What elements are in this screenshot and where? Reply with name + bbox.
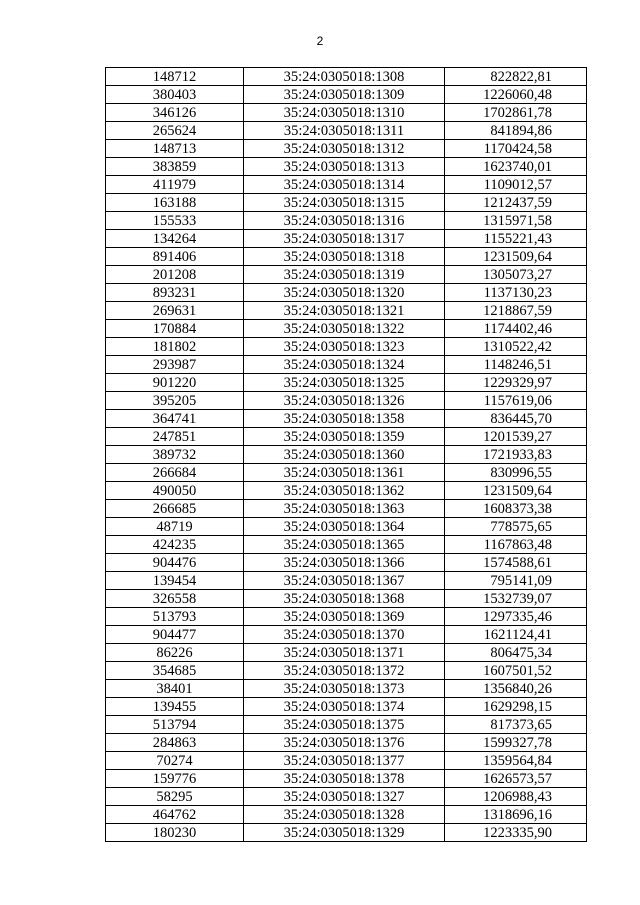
record-id-cell: 893231 — [106, 284, 244, 302]
record-id-cell: 389732 — [106, 446, 244, 464]
record-id-cell: 134264 — [106, 230, 244, 248]
record-id-cell: 490050 — [106, 482, 244, 500]
table-row — [106, 482, 587, 500]
cadastral-number-cell: 35:24:0305018:1326 — [244, 392, 445, 410]
data-table — [105, 67, 587, 842]
table-row — [106, 662, 587, 680]
record-id-cell: 247851 — [106, 428, 244, 446]
cadastral-number-cell: 35:24:0305018:1315 — [244, 194, 445, 212]
value-cell: 1629298,15 — [445, 698, 587, 716]
value-cell: 1599327,78 — [445, 734, 587, 752]
cadastral-number-cell: 35:24:0305018:1375 — [244, 716, 445, 734]
record-id-cell: 38401 — [106, 680, 244, 698]
table-row — [106, 356, 587, 374]
value-cell: 1174402,46 — [445, 320, 587, 338]
cadastral-number-cell: 35:24:0305018:1360 — [244, 446, 445, 464]
value-cell: 1148246,51 — [445, 356, 587, 374]
cadastral-number-cell: 35:24:0305018:1364 — [244, 518, 445, 536]
value-cell: 1167863,48 — [445, 536, 587, 554]
record-id-cell: 58295 — [106, 788, 244, 806]
table-row — [106, 302, 587, 320]
table-row — [106, 680, 587, 698]
value-cell: 1223335,90 — [445, 824, 587, 842]
table-row — [106, 212, 587, 230]
value-cell: 1607501,52 — [445, 662, 587, 680]
record-id-cell: 354685 — [106, 662, 244, 680]
record-id-cell: 424235 — [106, 536, 244, 554]
cadastral-number-cell: 35:24:0305018:1370 — [244, 626, 445, 644]
cadastral-number-cell: 35:24:0305018:1311 — [244, 122, 445, 140]
record-id-cell: 380403 — [106, 86, 244, 104]
cadastral-number-cell: 35:24:0305018:1359 — [244, 428, 445, 446]
table-row — [106, 428, 587, 446]
cadastral-number-cell: 35:24:0305018:1377 — [244, 752, 445, 770]
cadastral-number-cell: 35:24:0305018:1327 — [244, 788, 445, 806]
value-cell: 836445,70 — [445, 410, 587, 428]
cadastral-number-cell: 35:24:0305018:1363 — [244, 500, 445, 518]
record-id-cell: 464762 — [106, 806, 244, 824]
cadastral-number-cell: 35:24:0305018:1319 — [244, 266, 445, 284]
cadastral-number-cell: 35:24:0305018:1367 — [244, 572, 445, 590]
value-cell: 1231509,64 — [445, 248, 587, 266]
value-cell: 1574588,61 — [445, 554, 587, 572]
record-id-cell: 180230 — [106, 824, 244, 842]
cadastral-number-cell: 35:24:0305018:1365 — [244, 536, 445, 554]
record-id-cell: 148712 — [106, 68, 244, 86]
cadastral-number-cell: 35:24:0305018:1373 — [244, 680, 445, 698]
record-id-cell: 904476 — [106, 554, 244, 572]
cadastral-number-cell: 35:24:0305018:1371 — [244, 644, 445, 662]
cadastral-number-cell: 35:24:0305018:1362 — [244, 482, 445, 500]
cadastral-number-cell: 35:24:0305018:1308 — [244, 68, 445, 86]
table-row — [106, 824, 587, 842]
cadastral-number-cell: 35:24:0305018:1325 — [244, 374, 445, 392]
page-number: 2 — [316, 34, 324, 48]
value-cell: 1359564,84 — [445, 752, 587, 770]
cadastral-number-cell: 35:24:0305018:1318 — [244, 248, 445, 266]
record-id-cell: 891406 — [106, 248, 244, 266]
cadastral-number-cell: 35:24:0305018:1368 — [244, 590, 445, 608]
record-id-cell: 155533 — [106, 212, 244, 230]
record-id-cell: 201208 — [106, 266, 244, 284]
cadastral-number-cell: 35:24:0305018:1372 — [244, 662, 445, 680]
table-row — [106, 410, 587, 428]
record-id-cell: 266684 — [106, 464, 244, 482]
record-id-cell: 148713 — [106, 140, 244, 158]
value-cell: 830996,55 — [445, 464, 587, 482]
record-id-cell: 904477 — [106, 626, 244, 644]
table-row — [106, 392, 587, 410]
cadastral-number-cell: 35:24:0305018:1376 — [244, 734, 445, 752]
cadastral-number-cell: 35:24:0305018:1317 — [244, 230, 445, 248]
record-id-cell: 513794 — [106, 716, 244, 734]
table-row — [106, 752, 587, 770]
table-row — [106, 140, 587, 158]
table-row — [106, 590, 587, 608]
value-cell: 1702861,78 — [445, 104, 587, 122]
table-row — [106, 644, 587, 662]
cadastral-number-cell: 35:24:0305018:1329 — [244, 824, 445, 842]
record-id-cell: 383859 — [106, 158, 244, 176]
table-row — [106, 266, 587, 284]
table-row — [106, 86, 587, 104]
record-id-cell: 284863 — [106, 734, 244, 752]
value-cell: 1318696,16 — [445, 806, 587, 824]
record-id-cell: 269631 — [106, 302, 244, 320]
record-id-cell: 86226 — [106, 644, 244, 662]
table-body — [106, 68, 587, 842]
value-cell: 1206988,43 — [445, 788, 587, 806]
table-row — [106, 806, 587, 824]
record-id-cell: 266685 — [106, 500, 244, 518]
cadastral-number-cell: 35:24:0305018:1323 — [244, 338, 445, 356]
table-row — [106, 734, 587, 752]
record-id-cell: 395205 — [106, 392, 244, 410]
table-row — [106, 518, 587, 536]
cadastral-number-cell: 35:24:0305018:1358 — [244, 410, 445, 428]
value-cell: 806475,34 — [445, 644, 587, 662]
cadastral-number-cell: 35:24:0305018:1322 — [244, 320, 445, 338]
value-cell: 1155221,43 — [445, 230, 587, 248]
value-cell: 1310522,42 — [445, 338, 587, 356]
cadastral-number-cell: 35:24:0305018:1369 — [244, 608, 445, 626]
table-row — [106, 716, 587, 734]
table-row — [106, 446, 587, 464]
value-cell: 1532739,07 — [445, 590, 587, 608]
value-cell: 841894,86 — [445, 122, 587, 140]
table-row — [106, 320, 587, 338]
value-cell: 1623740,01 — [445, 158, 587, 176]
record-id-cell: 326558 — [106, 590, 244, 608]
table-row — [106, 338, 587, 356]
value-cell: 778575,65 — [445, 518, 587, 536]
cadastral-number-cell: 35:24:0305018:1328 — [244, 806, 445, 824]
cadastral-number-cell: 35:24:0305018:1310 — [244, 104, 445, 122]
value-cell: 1305073,27 — [445, 266, 587, 284]
value-cell: 1109012,57 — [445, 176, 587, 194]
cadastral-number-cell: 35:24:0305018:1313 — [244, 158, 445, 176]
value-cell: 1297335,46 — [445, 608, 587, 626]
cadastral-number-cell: 35:24:0305018:1312 — [244, 140, 445, 158]
table-row — [106, 284, 587, 302]
value-cell: 1170424,58 — [445, 140, 587, 158]
record-id-cell: 170884 — [106, 320, 244, 338]
value-cell: 1231509,64 — [445, 482, 587, 500]
value-cell: 1626573,57 — [445, 770, 587, 788]
record-id-cell: 346126 — [106, 104, 244, 122]
table-row — [106, 572, 587, 590]
cadastral-number-cell: 35:24:0305018:1316 — [244, 212, 445, 230]
record-id-cell: 411979 — [106, 176, 244, 194]
table-row — [106, 788, 587, 806]
cadastral-number-cell: 35:24:0305018:1324 — [244, 356, 445, 374]
value-cell: 822822,81 — [445, 68, 587, 86]
table-row — [106, 68, 587, 86]
record-id-cell: 364741 — [106, 410, 244, 428]
record-id-cell: 139454 — [106, 572, 244, 590]
table-row — [106, 626, 587, 644]
table-row — [106, 608, 587, 626]
value-cell: 1356840,26 — [445, 680, 587, 698]
record-id-cell: 901220 — [106, 374, 244, 392]
value-cell: 1608373,38 — [445, 500, 587, 518]
table-row — [106, 698, 587, 716]
record-id-cell: 265624 — [106, 122, 244, 140]
cadastral-number-cell: 35:24:0305018:1361 — [244, 464, 445, 482]
cadastral-number-cell: 35:24:0305018:1320 — [244, 284, 445, 302]
table-row — [106, 770, 587, 788]
value-cell: 1315971,58 — [445, 212, 587, 230]
table-row — [106, 104, 587, 122]
record-id-cell: 70274 — [106, 752, 244, 770]
cadastral-number-cell: 35:24:0305018:1378 — [244, 770, 445, 788]
record-id-cell: 139455 — [106, 698, 244, 716]
table-row — [106, 500, 587, 518]
value-cell: 1212437,59 — [445, 194, 587, 212]
value-cell: 1137130,23 — [445, 284, 587, 302]
table-row — [106, 248, 587, 266]
cadastral-number-cell: 35:24:0305018:1366 — [244, 554, 445, 572]
record-id-cell: 159776 — [106, 770, 244, 788]
cadastral-number-cell: 35:24:0305018:1321 — [244, 302, 445, 320]
record-id-cell: 163188 — [106, 194, 244, 212]
value-cell: 1201539,27 — [445, 428, 587, 446]
table-row — [106, 176, 587, 194]
cadastral-number-cell: 35:24:0305018:1309 — [244, 86, 445, 104]
value-cell: 817373,65 — [445, 716, 587, 734]
value-cell: 1218867,59 — [445, 302, 587, 320]
table-row — [106, 158, 587, 176]
record-id-cell: 513793 — [106, 608, 244, 626]
record-id-cell: 181802 — [106, 338, 244, 356]
record-id-cell: 293987 — [106, 356, 244, 374]
value-cell: 1157619,06 — [445, 392, 587, 410]
table-row — [106, 464, 587, 482]
value-cell: 1226060,48 — [445, 86, 587, 104]
record-id-cell: 48719 — [106, 518, 244, 536]
table-row — [106, 194, 587, 212]
table-row — [106, 122, 587, 140]
cadastral-number-cell: 35:24:0305018:1374 — [244, 698, 445, 716]
cadastral-number-cell: 35:24:0305018:1314 — [244, 176, 445, 194]
table-row — [106, 554, 587, 572]
value-cell: 1721933,83 — [445, 446, 587, 464]
value-cell: 1229329,97 — [445, 374, 587, 392]
value-cell: 795141,09 — [445, 572, 587, 590]
value-cell: 1621124,41 — [445, 626, 587, 644]
table-row — [106, 230, 587, 248]
table-row — [106, 536, 587, 554]
table-row — [106, 374, 587, 392]
